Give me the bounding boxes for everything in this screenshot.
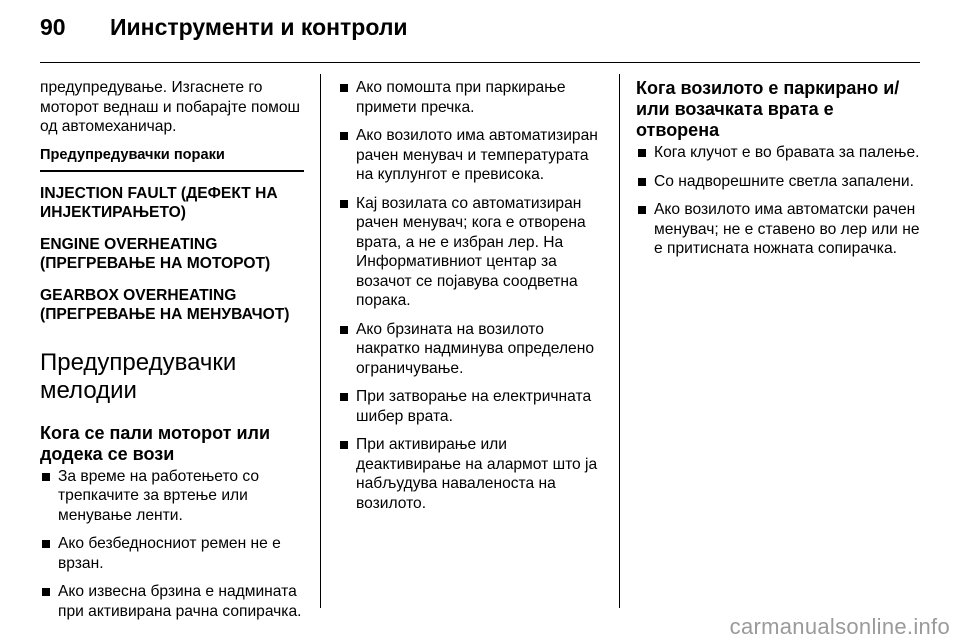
- bullet-square-icon: [340, 326, 348, 334]
- message-gearbox-overheating: GEARBOX OVERHEATING (ПРЕГРЕВАЊЕ НА МЕНУВАЧОТ): [40, 286, 290, 323]
- parked-heading: Кога возилото е паркирано и/или возачката врата е отворена: [636, 78, 900, 140]
- bullet-square-icon: [340, 393, 348, 401]
- bullet-square-icon: [340, 200, 348, 208]
- bullet-square-icon: [42, 588, 50, 596]
- subsection-heading: Кога се пали моторот или додека се вози: [40, 422, 271, 464]
- column-divider-1: [320, 74, 321, 608]
- column-1: [40, 78, 304, 630]
- warning-messages-heading: Предупредувачки пораки: [40, 146, 304, 172]
- list-item: Кога клучот е во бравата за палење.: [636, 143, 920, 163]
- message-injection-fault: INJECTION FAULT (ДЕФЕКТ НА ИНЈЕКТИРАЊЕТО): [40, 184, 278, 221]
- section-heading: Предупредувачки мелодии: [40, 348, 237, 404]
- list-item: За време на работењето со трепкачите за вртење или менување ленти.: [40, 467, 304, 526]
- column-3: [636, 78, 920, 268]
- chapter-title: Иинструменти и контроли: [110, 14, 408, 40]
- list-item: Ако извесна брзина е надмината при активирана рачна сопирачка.: [40, 582, 304, 621]
- list-item: Ако безбедносниот ремен не е врзан.: [40, 534, 304, 573]
- list-item: Ако возилото има автоматизиран рачен менувач и температурата на куплунгот е превисока.: [338, 126, 604, 185]
- bullet-square-icon: [638, 178, 646, 186]
- bullet-list: [338, 78, 604, 513]
- list-item: При активирање или деактивирање на алармот што ја набљудува наваленоста на возилото.: [338, 435, 604, 513]
- list-item: Ако помошта при паркирање примети пречка.: [338, 78, 604, 117]
- bullet-list: [40, 467, 304, 622]
- page-number: 90: [40, 14, 66, 40]
- bullet-square-icon: [638, 206, 646, 214]
- message-engine-overheating: ENGINE OVERHEATING (ПРЕГРЕВАЊЕ НА МОТОРОТ): [40, 235, 271, 272]
- column-divider-2: [619, 74, 620, 608]
- intro-paragraph: предупредување. Изгаснете го моторот веднаш и побарајте помош од автомеханичар.: [40, 79, 301, 135]
- watermark: carmanualsonline.info: [729, 614, 950, 639]
- bullet-square-icon: [340, 84, 348, 92]
- list-item: При затворање на електричната шибер врата.: [338, 387, 604, 426]
- bullet-square-icon: [42, 473, 50, 481]
- bullet-square-icon: [42, 540, 50, 548]
- list-item: Ако брзината на возилото накратко надминува определено ограничување.: [338, 320, 604, 379]
- list-item: Со надворешните светла запалени.: [636, 172, 920, 192]
- page-header: [40, 14, 920, 41]
- bullet-square-icon: [638, 149, 646, 157]
- bullet-square-icon: [340, 132, 348, 140]
- header-divider: [40, 62, 920, 63]
- bullet-square-icon: [340, 441, 348, 449]
- column-2: [338, 78, 604, 522]
- bullet-list: [636, 143, 920, 259]
- list-item: Кај возилата со автоматизиран рачен менувач; кога е отворена врата, а не е избран лер. На Информативниот центар за возачот се појавува соодветна порака.: [338, 194, 604, 311]
- list-item: Ако возилото има автоматски рачен менувач; не е ставено во лер или не е притисната ножната сопирачка.: [636, 200, 920, 259]
